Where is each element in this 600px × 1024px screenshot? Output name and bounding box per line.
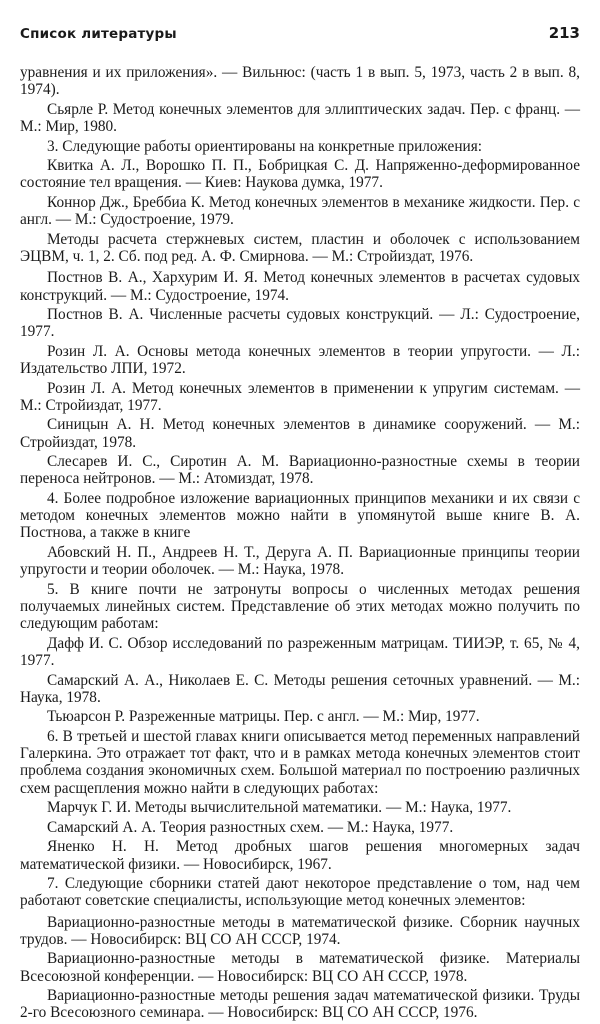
section-note: 3. Следующие работы ориентированы на конкретные приложения: [47, 137, 482, 155]
reference-entry: Вариационно-разностные методы в математической физике. Сборник научных трудов. — Новосибирск: ВЦ СО АН СССР, 1974. [20, 913, 580, 948]
reference-entry: Методы расчета стержневых систем, пластин и оболочек с использованием ЭЦВМ, ч. 1, 2. Сб. под ред. А. Ф. Смирнова. — М.: Стройиздат, 1976. [20, 230, 580, 265]
reference-entry: Постнов В. А. Численные расчеты судовых конструкций. — Л.: Судостроение, 1977. [20, 305, 580, 341]
reference-entry: Сьярле Р. Метод конечных элементов для эллиптических задач. Пер. с франц. — М.: Мир, 1980. [20, 100, 580, 136]
section-note: 6. В третьей и шестой главах книги описывается метод переменных направлений Галеркина. Это отражает тот факт, что и в рамках метода конечных элементов стоит проблема создания экономичных схем. Большой материал по построению различных схем расщепления можно найти в следующих работах: [20, 727, 580, 797]
reference-entry: Вариационно-разностные методы в математической физике. Материалы Всесоюзной конференции. — Новосибирск: ВЦ СО АН СССР, 1978. [20, 950, 580, 985]
paragraph-continuation: уравнения и их приложения». — Вильнюс: (часть 1 в вып. 5, 1973, часть 2 в вып. 8, 1974). [20, 64, 580, 99]
reference-entry: Дафф И. С. Обзор исследований по разреженным матрицам. ТИИЭР, т. 65, № 4, 1977. [20, 634, 580, 670]
reference-entry: Розин Л. А. Метод конечных элементов в применении к упругим системам. — М.: Стройиздат, 1977. [20, 379, 580, 414]
reference-entry: Квитка А. Л., Ворошко П. П., Бобрицкая С. Д. Напряженно-деформированное состояние тел вращения. — Киев: Наукова думка, 1977. [20, 157, 580, 192]
section-note: 7. Следующие сборники статей дают некоторое представление о том, над чем работают советские специалисты, использующие метод конечных элементов: [20, 875, 580, 910]
reference-entry: Тьюарсон Р. Разреженные матрицы. Пер. с англ. — М.: Мир, 1977. [47, 708, 480, 726]
reference-entry: Розин Л. А. Основы метода конечных элементов в теории упругости. — Л.: Издательство ЛПИ, 1972. [20, 342, 580, 378]
reference-entry: Яненко Н. Н. Метод дробных шагов решения многомерных задач математической физики. — Новосибирск, 1967. [20, 838, 580, 873]
running-head: Список литературы [20, 26, 177, 42]
reference-entry: Вариационно-разностные методы решения задач математической физики. Труды 2-го Всесоюзного семинара. — Новосибирск: ВЦ СО АН СССР, 1976. [20, 987, 580, 1022]
page-header [20, 26, 580, 50]
reference-entry: Синицын А. Н. Метод конечных элементов в динамике сооружений. — М.: Стройиздат, 1978. [20, 416, 580, 451]
reference-entry: Слесарев И. С., Сиротин А. М. Вариационно-разностные схемы в теории переноса нейтронов. — М.: Атомиздат, 1978. [20, 453, 580, 488]
page-number: 213 [548, 24, 580, 42]
bibliography-text [20, 64, 580, 1024]
section-note: 5. В книге почти не затронуты вопросы о численных методах решения получаемых линейных систем. Представление об этих методах можно получить по следующим работам: [20, 580, 580, 633]
reference-entry: Коннор Дж., Бреббиа К. Метод конечных элементов в механике жидкости. Пер. с англ. — М.: Судостроение, 1979. [20, 193, 580, 229]
reference-entry: Марчук Г. И. Методы вычислительной математики. — М.: Наука, 1977. [47, 799, 512, 817]
section-note: 4. Более подробное изложение вариационных принципов механики и их связи с методом конечных элементов можно найти в упомянутой выше книге В. А. Постнова, а также в книге [20, 489, 580, 542]
reference-entry: Самарский А. А. Теория разностных схем. — М.: Наука, 1977. [47, 818, 454, 836]
reference-entry: Постнов В. А., Хархурим И. Я. Метод конечных элементов в расчетах судовых конструкций. — М.: Судостроение, 1974. [20, 269, 580, 304]
reference-entry: Абовский Н. П., Андреев Н. Т., Деруга А. П. Вариационные принципы теории упругости и теории оболочек. — М.: Наука, 1978. [20, 543, 580, 579]
reference-entry: Самарский А. А., Николаев Е. С. Методы решения сеточных уравнений. — М.: Наука, 1978. [20, 671, 580, 706]
